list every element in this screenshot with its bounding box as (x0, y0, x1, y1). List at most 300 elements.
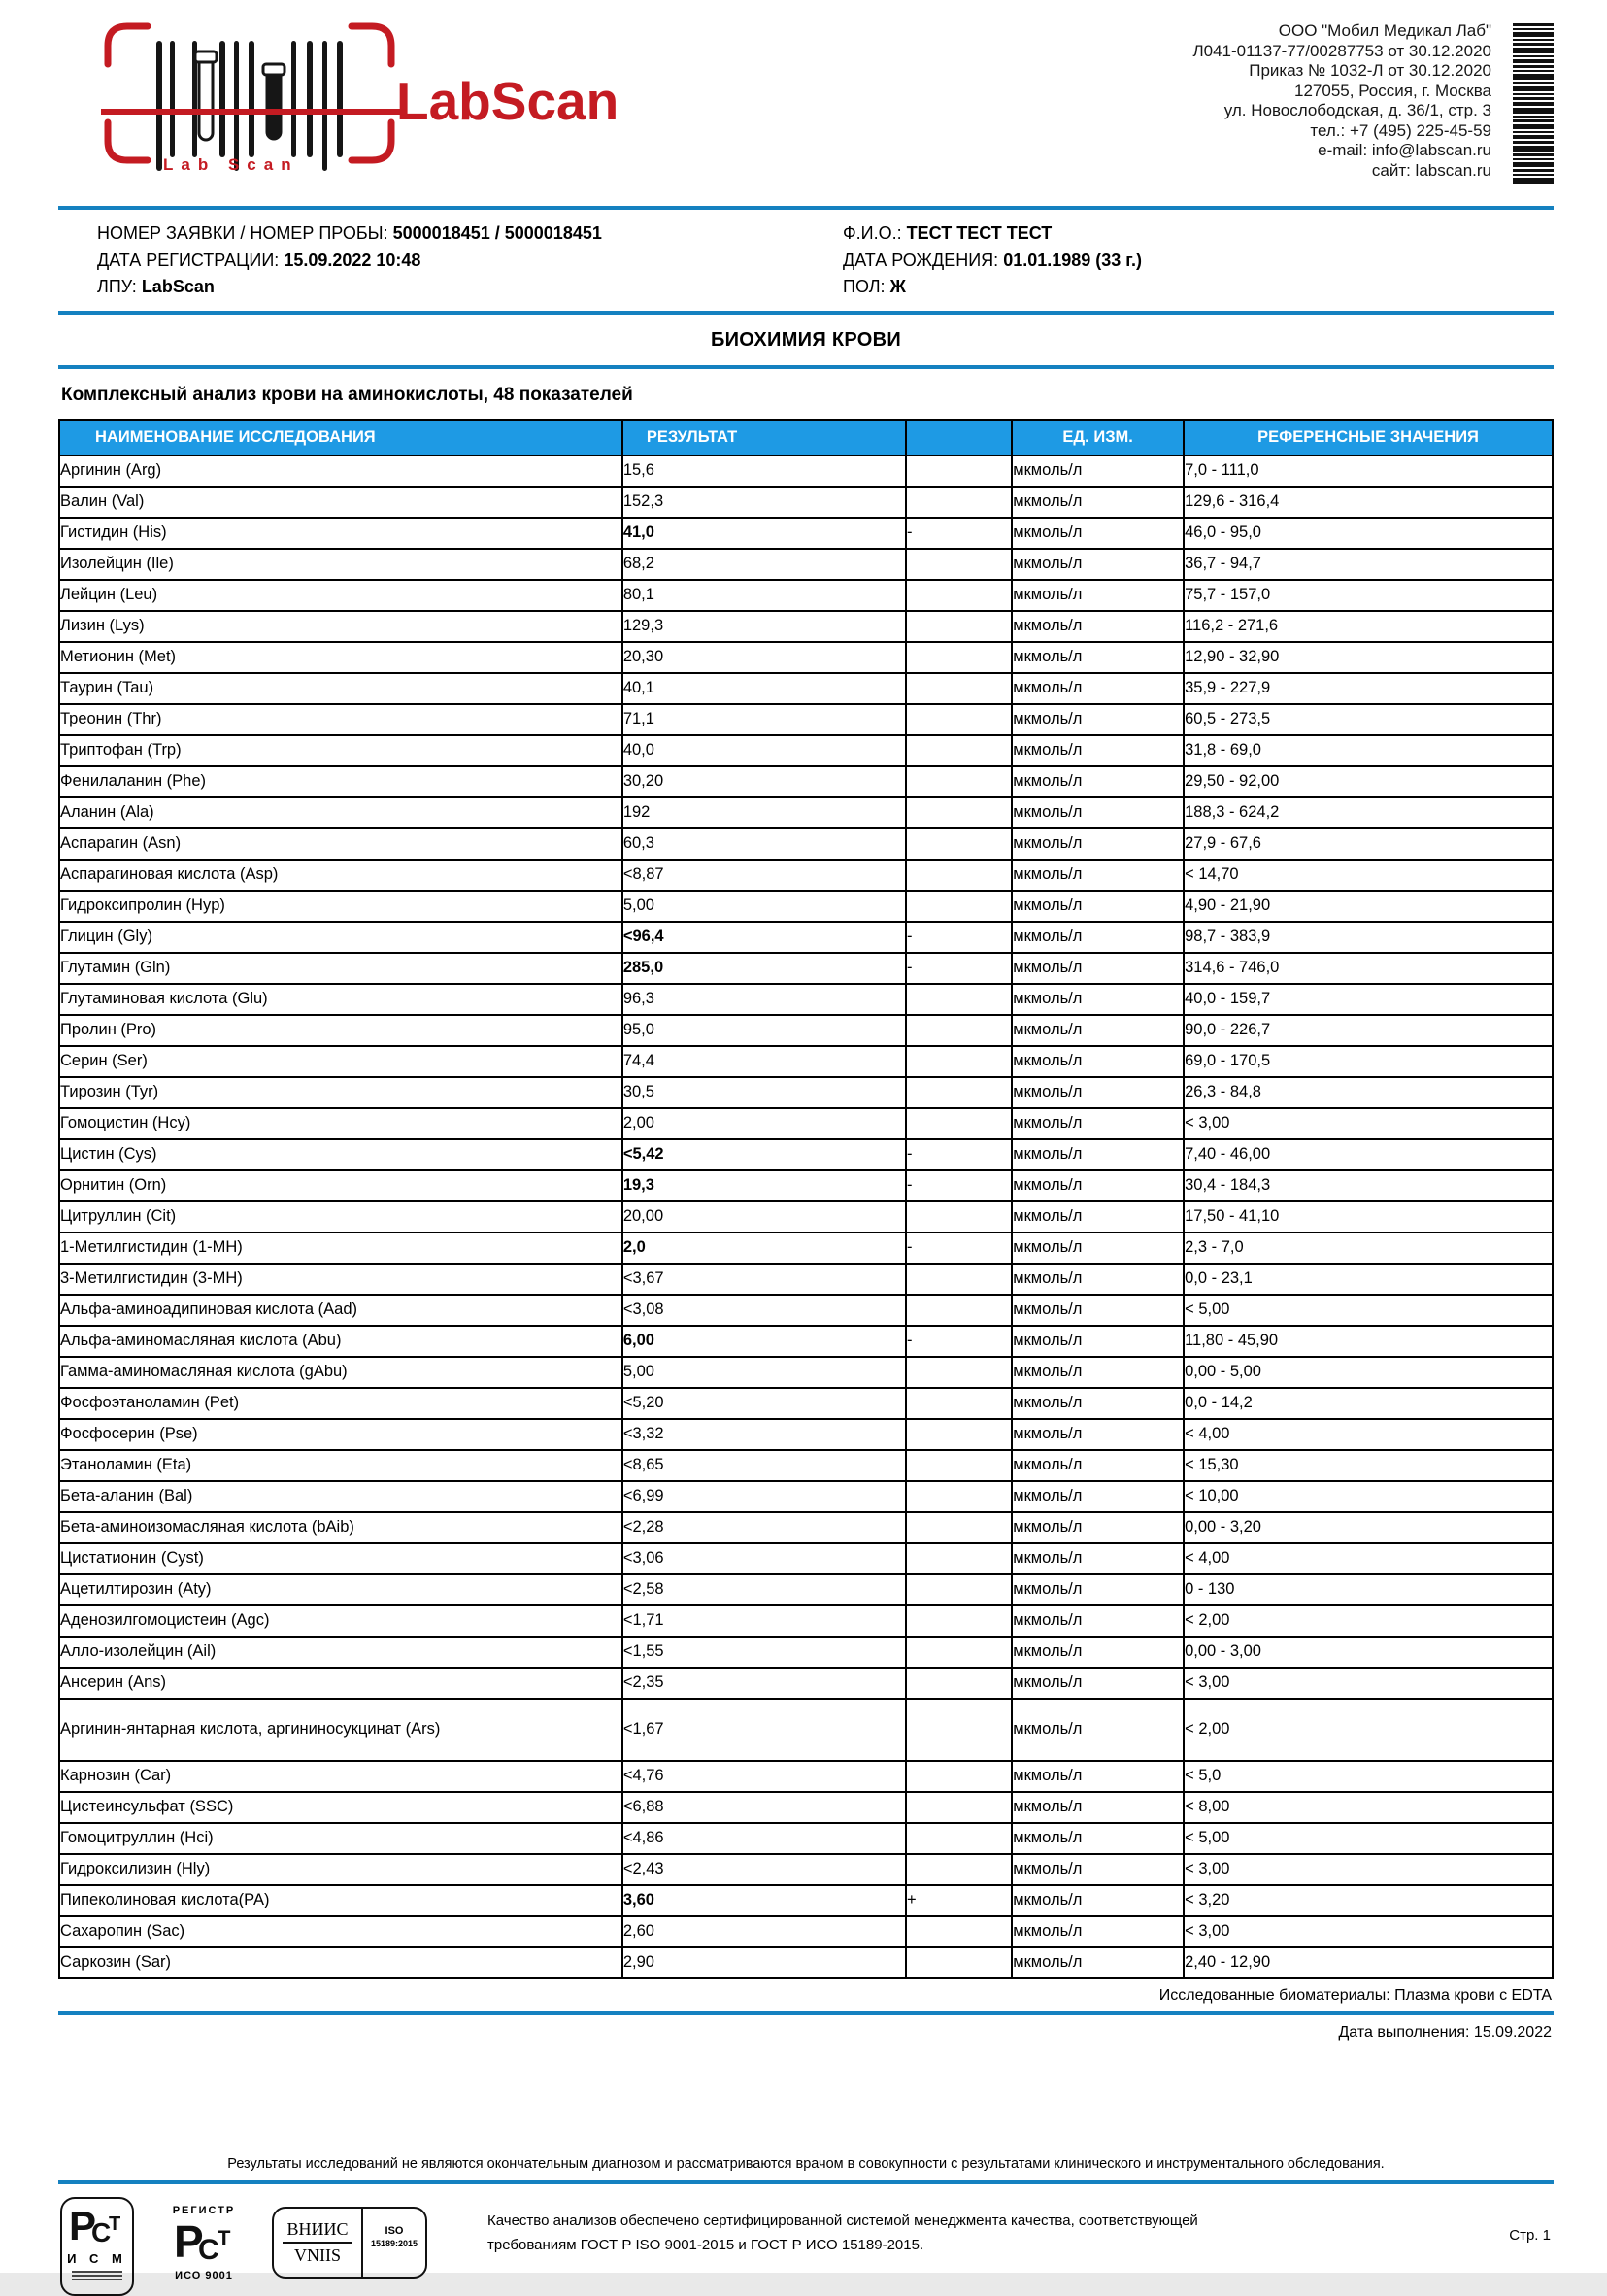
analyte-name: Гомоцистин (Hcy) (59, 1108, 622, 1139)
analyte-reference: 29,50 - 92,00 (1184, 766, 1553, 797)
analyte-reference: 35,9 - 227,9 (1184, 673, 1553, 704)
analyte-reference: 11,80 - 45,90 (1184, 1326, 1553, 1357)
analyte-reference: 27,9 - 67,6 (1184, 828, 1553, 860)
analyte-unit: мкмоль/л (1012, 1295, 1184, 1326)
iso-label: ISO (385, 2224, 404, 2237)
analyte-flag (906, 487, 1012, 518)
analyte-unit: мкмоль/л (1012, 704, 1184, 735)
analyte-name: 1-Метилгистидин (1-MH) (59, 1232, 622, 1264)
analyte-flag (906, 580, 1012, 611)
table-row (59, 1668, 1553, 1699)
analyte-unit: мкмоль/л (1012, 1232, 1184, 1264)
company-info-line: 127055, Россия, г. Москва (1294, 81, 1491, 100)
disclaimer-text: Результаты исследований не являются окончательным диагнозом и рассматриваются врачом в совокупности с результатами клинического и инструментального обследования. (227, 2155, 1385, 2172)
analyte-reference: 30,4 - 184,3 (1184, 1170, 1553, 1201)
order-info-left (97, 220, 843, 301)
analyte-result: 60,3 (622, 828, 906, 860)
col-header-result: РЕЗУЛЬТАТ (622, 420, 906, 456)
analyte-unit: мкмоль/л (1012, 611, 1184, 642)
analyte-reference: 2,3 - 7,0 (1184, 1232, 1553, 1264)
analyte-name: Серин (Ser) (59, 1046, 622, 1077)
analyte-reference: 0 - 130 (1184, 1574, 1553, 1605)
analyte-unit: мкмоль/л (1012, 1668, 1184, 1699)
analyte-reference: < 14,70 (1184, 860, 1553, 891)
analyte-result: 3,60 (622, 1885, 906, 1916)
vniis-ru-label: ВНИИС (283, 2219, 352, 2244)
analyte-flag (906, 1450, 1012, 1481)
analyte-unit: мкмоль/л (1012, 1046, 1184, 1077)
svg-text:Т: Т (218, 2225, 231, 2250)
analyte-result: 30,20 (622, 766, 906, 797)
analyte-reference: 0,0 - 23,1 (1184, 1264, 1553, 1295)
analyte-result: 40,0 (622, 735, 906, 766)
analyte-name: Тирозин (Tyr) (59, 1077, 622, 1108)
company-info-line: Приказ № 1032-Л от 30.12.2020 (1249, 61, 1491, 80)
analyte-reference: < 4,00 (1184, 1419, 1553, 1450)
analyte-name: Лейцин (Leu) (59, 580, 622, 611)
analyte-name: Глутаминовая кислота (Glu) (59, 984, 622, 1015)
analyte-unit: мкмоль/л (1012, 1947, 1184, 1978)
analyte-name: Треонин (Thr) (59, 704, 622, 735)
order-field-label: НОМЕР ЗАЯВКИ / НОМЕР ПРОБЫ: (97, 223, 388, 243)
analyte-flag (906, 828, 1012, 860)
table-row (59, 642, 1553, 673)
analyte-flag (906, 1481, 1012, 1512)
labscan-logo (101, 14, 781, 188)
company-info-line: тел.: +7 (495) 225-45-59 (1310, 120, 1491, 140)
patient-field-value: 01.01.1989 (33 г.) (1003, 250, 1142, 270)
iso-15189-labels (363, 2209, 425, 2277)
analyte-name: Карнозин (Car) (59, 1761, 622, 1792)
rst-mark-icon (69, 2202, 125, 2248)
analyte-result: <3,67 (622, 1264, 906, 1295)
analyte-result: 19,3 (622, 1170, 906, 1201)
table-row (59, 1357, 1553, 1388)
analyte-result: 41,0 (622, 518, 906, 549)
analyte-unit: мкмоль/л (1012, 1792, 1184, 1823)
table-row (59, 797, 1553, 828)
analyte-result: <4,86 (622, 1823, 906, 1854)
analyte-result: 20,00 (622, 1201, 906, 1232)
analyte-flag (906, 549, 1012, 580)
analyte-reference: 4,90 - 21,90 (1184, 891, 1553, 922)
order-info-right (843, 220, 1554, 301)
analyte-flag (906, 797, 1012, 828)
analyte-unit: мкмоль/л (1012, 673, 1184, 704)
table-row (59, 1543, 1553, 1574)
analyte-name: Фосфосерин (Pse) (59, 1419, 622, 1450)
table-row (59, 518, 1553, 549)
analyte-name: Сахаропин (Sac) (59, 1916, 622, 1947)
analyte-unit: мкмоль/л (1012, 953, 1184, 984)
table-row (59, 611, 1553, 642)
analyte-result: <96,4 (622, 922, 906, 953)
analyte-unit: мкмоль/л (1012, 1201, 1184, 1232)
analyte-unit: мкмоль/л (1012, 549, 1184, 580)
analyte-reference: 36,7 - 94,7 (1184, 549, 1553, 580)
certification-marks (58, 2197, 1554, 2296)
analyte-result: 71,1 (622, 704, 906, 735)
col-header-unit: ЕД. ИЗМ. (1012, 420, 1184, 456)
analyte-name: Валин (Val) (59, 487, 622, 518)
analyte-unit: мкмоль/л (1012, 1823, 1184, 1854)
analyte-name: Гидроксилизин (Hly) (59, 1854, 622, 1885)
table-row (59, 1108, 1553, 1139)
table-row (59, 580, 1553, 611)
table-row (59, 828, 1553, 860)
analyte-result: <4,76 (622, 1761, 906, 1792)
analyte-flag (906, 1823, 1012, 1854)
cert-registr-label: РЕГИСТР (172, 2204, 236, 2216)
analyte-reference: 98,7 - 383,9 (1184, 922, 1553, 953)
report-header (58, 0, 1554, 206)
order-field-label: ЛПУ: (97, 277, 137, 296)
analyte-flag (906, 642, 1012, 673)
analyte-reference: < 8,00 (1184, 1792, 1553, 1823)
analyte-result: 74,4 (622, 1046, 906, 1077)
col-header-flag (906, 420, 1012, 456)
analyte-flag (906, 704, 1012, 735)
analyte-unit: мкмоль/л (1012, 1326, 1184, 1357)
analyte-name: Фенилаланин (Phe) (59, 766, 622, 797)
analyte-result: <1,67 (622, 1699, 906, 1761)
table-row (59, 487, 1553, 518)
analyte-unit: мкмоль/л (1012, 1574, 1184, 1605)
analyte-result: 80,1 (622, 580, 906, 611)
table-row (59, 1264, 1553, 1295)
analyte-name: Глицин (Gly) (59, 922, 622, 953)
analyte-name: Ансерин (Ans) (59, 1668, 622, 1699)
company-info-line: ООО "Мобил Медикал Лаб" (1278, 21, 1491, 40)
analyte-unit: мкмоль/л (1012, 580, 1184, 611)
analyte-reference: 0,00 - 3,00 (1184, 1637, 1553, 1668)
analyte-flag (906, 1854, 1012, 1885)
table-row (59, 1699, 1553, 1761)
analyte-flag (906, 1046, 1012, 1077)
analyte-unit: мкмоль/л (1012, 1605, 1184, 1637)
analyte-name: Альфа-аминоадипиновая кислота (Aad) (59, 1295, 622, 1326)
analyte-result: <6,88 (622, 1792, 906, 1823)
analyte-flag (906, 1574, 1012, 1605)
analyte-reference: < 5,00 (1184, 1823, 1553, 1854)
order-info-line (97, 220, 843, 248)
patient-field-label: Ф.И.О.: (843, 223, 902, 243)
analyte-name: Аденозилгомоцистеин (Agc) (59, 1605, 622, 1637)
cert-ism-mark (60, 2197, 134, 2296)
test-tube-filled-icon (263, 64, 285, 139)
analyte-reference: 7,0 - 111,0 (1184, 456, 1553, 487)
table-row (59, 860, 1553, 891)
table-row (59, 1637, 1553, 1668)
svg-text:С: С (91, 2216, 112, 2247)
table-row (59, 922, 1553, 953)
cert-vniis-mark (272, 2207, 427, 2279)
results-table (58, 419, 1554, 1979)
test-tube-outline-icon (195, 51, 217, 140)
analyte-unit: мкмоль/л (1012, 1854, 1184, 1885)
labscan-logo-icon (101, 14, 402, 177)
table-row (59, 1232, 1553, 1264)
analyte-flag (906, 1419, 1012, 1450)
analyte-result: <5,20 (622, 1388, 906, 1419)
analyte-reference: 0,0 - 14,2 (1184, 1388, 1553, 1419)
vniis-labels (274, 2209, 363, 2277)
patient-field-line (843, 220, 1554, 248)
table-row (59, 1792, 1553, 1823)
analyte-name: Бета-аминоизомасляная кислота (bAib) (59, 1512, 622, 1543)
analyte-reference: 188,3 - 624,2 (1184, 797, 1553, 828)
analyte-reference: < 10,00 (1184, 1481, 1553, 1512)
panel-title: Комплексный анализ крови на аминокислоты, 48 показателей (61, 384, 633, 405)
table-row (59, 1419, 1553, 1450)
analyte-result: 40,1 (622, 673, 906, 704)
order-info-line (97, 248, 843, 275)
table-row (59, 1450, 1553, 1481)
analyte-unit: мкмоль/л (1012, 891, 1184, 922)
order-info-line (97, 274, 843, 301)
analyte-name: Пролин (Pro) (59, 1015, 622, 1046)
svg-text:С: С (198, 2233, 219, 2266)
analyte-flag (906, 1761, 1012, 1792)
analyte-name: Ацетилтирозин (Aty) (59, 1574, 622, 1605)
cert-registr-mark (150, 2197, 258, 2281)
analyte-name: Орнитин (Orn) (59, 1170, 622, 1201)
analyte-unit: мкмоль/л (1012, 1450, 1184, 1481)
table-header-row (59, 420, 1553, 456)
analyte-result: 30,5 (622, 1077, 906, 1108)
analyte-reference: < 3,20 (1184, 1885, 1553, 1916)
analyte-unit: мкмоль/л (1012, 1419, 1184, 1450)
svg-text:Р: Р (174, 2215, 204, 2267)
divider-disclaimer (58, 2180, 1554, 2184)
analyte-reference: < 5,0 (1184, 1761, 1553, 1792)
analyte-unit: мкмоль/л (1012, 1015, 1184, 1046)
patient-field-line (843, 248, 1554, 275)
table-row (59, 984, 1553, 1015)
analyte-reference: 2,40 - 12,90 (1184, 1947, 1553, 1978)
analyte-flag: - (906, 1170, 1012, 1201)
analyte-result: <5,42 (622, 1139, 906, 1170)
table-row (59, 1885, 1553, 1916)
cert-ism-label: И С М (67, 2250, 127, 2266)
table-row (59, 1077, 1553, 1108)
table-row (59, 704, 1553, 735)
analyte-result: 192 (622, 797, 906, 828)
analyte-name: Аспарагиновая кислота (Asp) (59, 860, 622, 891)
analyte-result: <1,71 (622, 1605, 906, 1637)
order-field-value: LabScan (141, 277, 215, 296)
analyte-name: Цистин (Cys) (59, 1139, 622, 1170)
analyte-result: 285,0 (622, 953, 906, 984)
col-header-reference: РЕФЕРЕНСНЫЕ ЗНАЧЕНИЯ (1184, 420, 1553, 456)
table-row (59, 549, 1553, 580)
analyte-name: Лизин (Lys) (59, 611, 622, 642)
analyte-flag (906, 1699, 1012, 1761)
patient-field-value: ТЕСТ ТЕСТ ТЕСТ (906, 223, 1053, 243)
patient-field-value: Ж (889, 277, 906, 296)
analyte-reference: 90,0 - 226,7 (1184, 1015, 1553, 1046)
analyte-flag (906, 860, 1012, 891)
analyte-unit: мкмоль/л (1012, 456, 1184, 487)
analyte-reference: < 3,00 (1184, 1916, 1553, 1947)
analyte-result: <8,65 (622, 1450, 906, 1481)
analyte-reference: < 15,30 (1184, 1450, 1553, 1481)
analyte-flag: - (906, 1326, 1012, 1357)
analyte-name: Триптофан (Trp) (59, 735, 622, 766)
table-row (59, 1170, 1553, 1201)
analyte-name: Таурин (Tau) (59, 673, 622, 704)
analyte-unit: мкмоль/л (1012, 922, 1184, 953)
analyte-unit: мкмоль/л (1012, 1543, 1184, 1574)
analyte-unit: мкмоль/л (1012, 1512, 1184, 1543)
analyte-flag: - (906, 922, 1012, 953)
analyte-unit: мкмоль/л (1012, 487, 1184, 518)
table-row (59, 673, 1553, 704)
analyte-flag: - (906, 1232, 1012, 1264)
analyte-reference: 75,7 - 157,0 (1184, 580, 1553, 611)
analyte-result: <3,08 (622, 1295, 906, 1326)
logo-wordmark: LabScan (396, 71, 619, 131)
analyte-reference: < 3,00 (1184, 1854, 1553, 1885)
analyte-unit: мкмоль/л (1012, 1357, 1184, 1388)
analyte-flag: - (906, 518, 1012, 549)
analyte-flag (906, 1916, 1012, 1947)
col-header-name: НАИМЕНОВАНИЕ ИССЛЕДОВАНИЯ (59, 420, 622, 456)
order-field-value: 15.09.2022 10:48 (284, 250, 421, 270)
table-row (59, 1916, 1553, 1947)
analyte-name: Гистидин (His) (59, 518, 622, 549)
analyte-name: Аргинин (Arg) (59, 456, 622, 487)
analyte-result: <6,99 (622, 1481, 906, 1512)
analyte-name: Изолейцин (Ile) (59, 549, 622, 580)
analyte-flag (906, 735, 1012, 766)
order-field-value: 5000018451 / 5000018451 (392, 223, 602, 243)
analyte-result: <2,35 (622, 1668, 906, 1699)
analyte-unit: мкмоль/л (1012, 1761, 1184, 1792)
analyte-flag (906, 1388, 1012, 1419)
date-performed: Дата выполнения: 15.09.2022 (1338, 2023, 1552, 2041)
svg-text:Т: Т (109, 2212, 121, 2235)
table-row (59, 891, 1553, 922)
analyte-flag (906, 1543, 1012, 1574)
rst-mark-icon (174, 2215, 234, 2267)
analyte-unit: мкмоль/л (1012, 1108, 1184, 1139)
analyte-name: Альфа-аминомасляная кислота (Abu) (59, 1326, 622, 1357)
analyte-reference: 129,6 - 316,4 (1184, 487, 1553, 518)
analyte-result: 2,90 (622, 1947, 906, 1978)
cert-fine-print (62, 2266, 132, 2280)
analyte-unit: мкмоль/л (1012, 1264, 1184, 1295)
analyte-name: Пипеколиновая кислота(PA) (59, 1885, 622, 1916)
analyte-unit: мкмоль/л (1012, 735, 1184, 766)
analyte-reference: < 5,00 (1184, 1295, 1553, 1326)
table-row (59, 456, 1553, 487)
analyte-unit: мкмоль/л (1012, 518, 1184, 549)
analyte-reference: 17,50 - 41,10 (1184, 1201, 1553, 1232)
analyte-name: Гомоцитруллин (Hci) (59, 1823, 622, 1854)
page-number: Стр. 1 (1509, 2227, 1551, 2244)
analyte-flag (906, 611, 1012, 642)
analyte-reference: 46,0 - 95,0 (1184, 518, 1553, 549)
analyte-reference: < 3,00 (1184, 1108, 1553, 1139)
analyte-unit: мкмоль/л (1012, 1077, 1184, 1108)
analyte-flag (906, 1512, 1012, 1543)
analyte-unit: мкмоль/л (1012, 642, 1184, 673)
svg-text:Р: Р (69, 2202, 97, 2248)
analyte-reference: 12,90 - 32,90 (1184, 642, 1553, 673)
analyte-reference: 0,00 - 5,00 (1184, 1357, 1553, 1388)
analyte-unit: мкмоль/л (1012, 1170, 1184, 1201)
table-row (59, 1512, 1553, 1543)
analyte-flag (906, 1015, 1012, 1046)
analyte-flag (906, 1947, 1012, 1978)
patient-field-label: ПОЛ: (843, 277, 886, 296)
logo-sub-text: Lab Scan (163, 155, 299, 174)
analyte-name: Саркозин (Sar) (59, 1947, 622, 1978)
table-row (59, 1947, 1553, 1978)
analyte-result: 15,6 (622, 456, 906, 487)
analyte-result: 96,3 (622, 984, 906, 1015)
analyte-reference: 7,40 - 46,00 (1184, 1139, 1553, 1170)
analyte-result: 95,0 (622, 1015, 906, 1046)
analyte-flag (906, 1201, 1012, 1232)
analyte-name: Цитруллин (Cit) (59, 1201, 622, 1232)
analyte-unit: мкмоль/л (1012, 797, 1184, 828)
analyte-result: 6,00 (622, 1326, 906, 1357)
analyte-name: Алло-изолейцин (Ail) (59, 1637, 622, 1668)
vniis-en-label: VNIIS (294, 2245, 341, 2265)
analyte-result: 20,30 (622, 642, 906, 673)
analyte-flag (906, 1295, 1012, 1326)
analyte-flag: + (906, 1885, 1012, 1916)
analyte-result: 5,00 (622, 891, 906, 922)
analyte-name: Фосфоэтаноламин (Pet) (59, 1388, 622, 1419)
cert-iso9001-label: ИСО 9001 (175, 2269, 233, 2281)
analyte-reference: 31,8 - 69,0 (1184, 735, 1553, 766)
table-row (59, 1015, 1553, 1046)
analyte-reference: 314,6 - 746,0 (1184, 953, 1553, 984)
analyte-flag (906, 891, 1012, 922)
analyte-name: 3-Метилгистидин (3-MH) (59, 1264, 622, 1295)
analyte-name: Цистатионин (Cyst) (59, 1543, 622, 1574)
analyte-unit: мкмоль/л (1012, 984, 1184, 1015)
logo-scan-line (101, 109, 402, 115)
patient-field-label: ДАТА РОЖДЕНИЯ: (843, 250, 999, 270)
analyte-flag: - (906, 953, 1012, 984)
analyte-result: <3,32 (622, 1419, 906, 1450)
analyte-result: <3,06 (622, 1543, 906, 1574)
analyte-flag: - (906, 1139, 1012, 1170)
analyte-flag (906, 1668, 1012, 1699)
table-row (59, 735, 1553, 766)
table-row (59, 1854, 1553, 1885)
section-title: БИОХИМИЯ КРОВИ (710, 328, 902, 351)
analyte-result: <2,58 (622, 1574, 906, 1605)
analyte-result: <8,87 (622, 860, 906, 891)
analyte-name: Аргинин-янтарная кислота, аргининосукцинат (Ars) (59, 1699, 622, 1761)
analyte-result: <2,28 (622, 1512, 906, 1543)
analyte-reference: 26,3 - 84,8 (1184, 1077, 1553, 1108)
analyte-reference: < 2,00 (1184, 1699, 1553, 1761)
analyte-result: 2,0 (622, 1232, 906, 1264)
company-info-line: ул. Новослободская, д. 36/1, стр. 3 (1223, 101, 1491, 119)
analyte-name: Цистеинсульфат (SSC) (59, 1792, 622, 1823)
analyte-reference: 40,0 - 159,7 (1184, 984, 1553, 1015)
analyte-flag (906, 673, 1012, 704)
analyte-unit: мкмоль/л (1012, 1885, 1184, 1916)
table-row (59, 1139, 1553, 1170)
analyte-unit: мкмоль/л (1012, 828, 1184, 860)
